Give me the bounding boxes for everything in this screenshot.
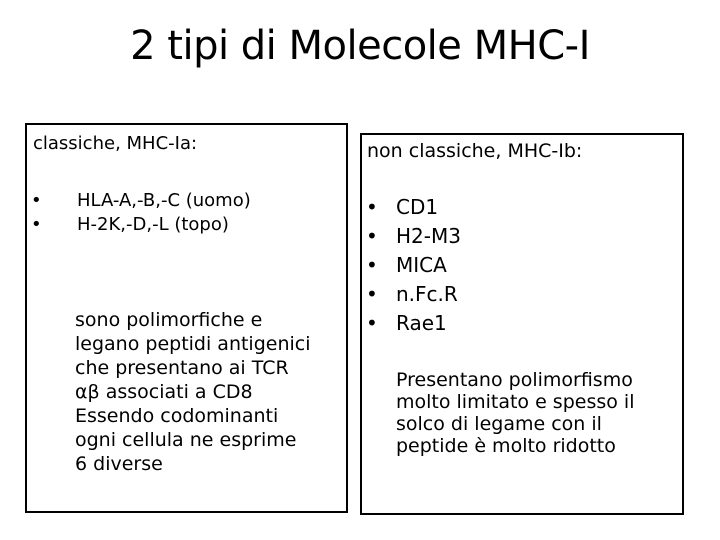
list-item xyxy=(366,222,461,251)
list-item-text: Rae1 xyxy=(396,311,447,335)
bullet: • xyxy=(31,214,42,235)
list-item xyxy=(366,193,461,222)
bullet: • xyxy=(366,311,378,335)
list-item xyxy=(31,189,251,213)
nonclassic-mhc-heading: non classiche, MHC-Ib: xyxy=(367,140,583,162)
bullet: • xyxy=(366,224,378,248)
list-item xyxy=(366,309,461,338)
list-item-text: H2-M3 xyxy=(396,224,461,248)
bullet: • xyxy=(366,253,378,277)
list-item-text: MICA xyxy=(396,253,447,277)
nonclassic-mhc-list xyxy=(366,193,461,338)
bullet: • xyxy=(366,195,378,219)
classic-mhc-description: sono polimorfiche e legano peptidi antigenici che presentano ai TCR αβ associati a CD8 Essendo codominanti ogni cellula ne esprime 6 diverse xyxy=(75,309,311,475)
list-item xyxy=(31,213,251,237)
list-item-text: n.Fc.R xyxy=(396,282,458,306)
classic-mhc-box xyxy=(25,123,348,513)
nonclassic-mhc-description: Presentano polimorfismo molto limitato e spesso il solco di legame con il peptide è molto ridotto xyxy=(396,369,635,457)
nonclassic-mhc-box xyxy=(360,133,684,515)
classic-mhc-heading: classiche, MHC-Ia: xyxy=(33,133,198,154)
list-item-text: CD1 xyxy=(396,195,439,219)
bullet: • xyxy=(31,190,42,211)
list-item-text: HLA-A,-B,-C (uomo) xyxy=(77,190,251,211)
list-item xyxy=(366,251,461,280)
list-item-text: H-2K,-D,-L (topo) xyxy=(77,214,229,235)
slide-title: 2 tipi di Molecole MHC-I xyxy=(130,23,590,69)
bullet: • xyxy=(366,282,378,306)
list-item xyxy=(366,280,461,309)
classic-mhc-list xyxy=(31,189,251,237)
